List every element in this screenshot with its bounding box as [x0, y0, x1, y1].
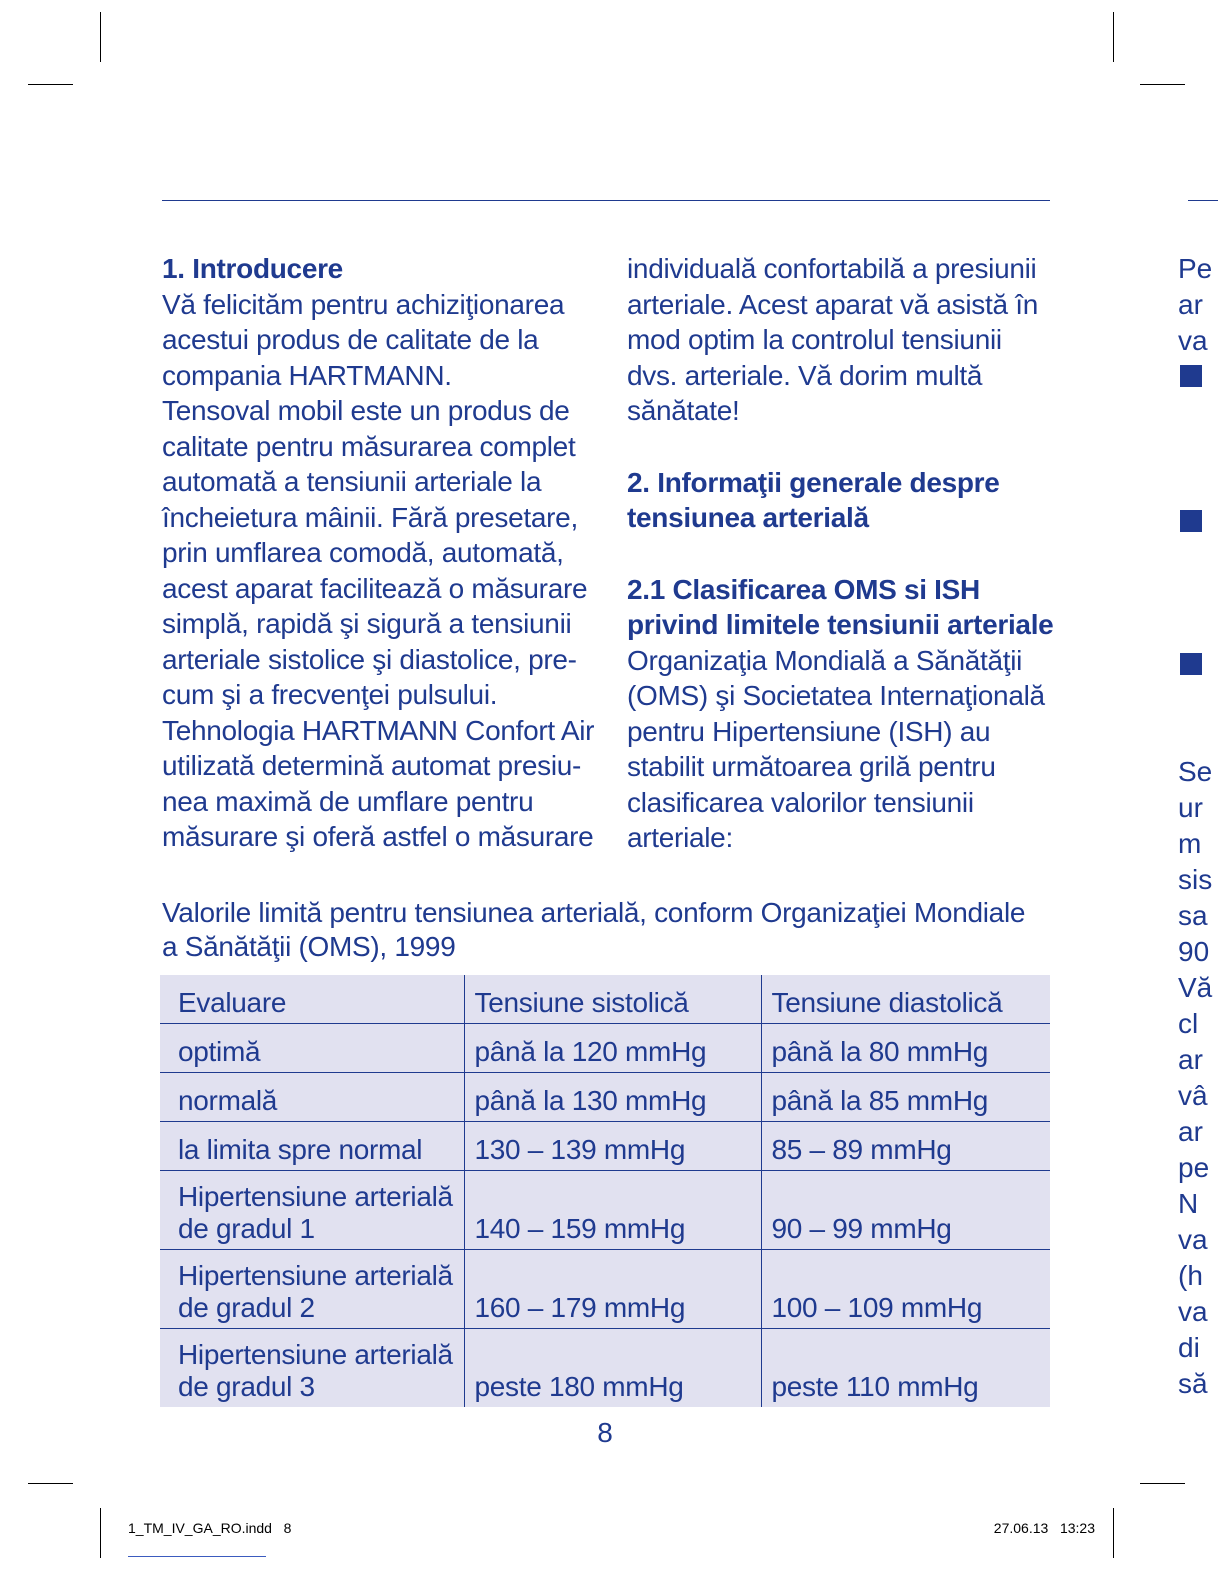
cell-evaluare: la limita spre normal — [160, 1122, 464, 1171]
next-page-fragment: Se — [1178, 756, 1213, 787]
crop-mark — [1113, 12, 1114, 62]
crop-mark — [28, 84, 73, 85]
blood-pressure-table — [160, 975, 1050, 1407]
crop-mark — [1140, 84, 1185, 85]
intro-line: măsurare şi oferă astfel o măsurare — [162, 821, 594, 852]
section21-line: pentru Hipertensiune (ISH) au — [627, 715, 991, 747]
caption-line: Valorile limită pentru tensiunea arterială, conform Organizaţiei Mondiale — [162, 897, 1026, 928]
intro-line: sănătate! — [627, 395, 740, 426]
second-column — [627, 251, 1067, 856]
crop-mark — [1113, 1508, 1114, 1558]
section21-line: stabilit următoarea grilă pentru — [627, 751, 996, 782]
table-row — [160, 1024, 1050, 1073]
next-page-fragment: pe — [1178, 1152, 1210, 1183]
intro-line: mod optim la controlul tensiunii — [627, 324, 1002, 355]
next-page-fragment: m — [1178, 828, 1202, 859]
section21-line: Organizaţia Mondială a Sănătăţii — [627, 644, 1023, 676]
section2-heading: tensiunea arterială — [627, 502, 869, 533]
next-page-fragment: (h — [1178, 1260, 1203, 1291]
intro-line: Tehnologia HARTMANN Confort Air — [162, 714, 595, 746]
slug-underline — [128, 1556, 266, 1557]
section21-line: arteriale: — [627, 822, 733, 853]
table-caption — [162, 896, 1052, 964]
slug-date: 27.06.13 13:23 — [993, 1520, 1095, 1536]
cell-evaluare: Hipertensiune arterială de gradul 3 — [160, 1329, 464, 1408]
next-page-fragment: di — [1178, 1332, 1200, 1363]
intro-line: compania HARTMANN. — [162, 359, 452, 391]
header-rule — [162, 200, 1050, 201]
next-page-fragment: sa — [1178, 900, 1208, 931]
cell-diastolica: 90 – 99 mmHg — [761, 1171, 1050, 1250]
section21-heading: privind limitele tensiunii arteriale — [627, 609, 1054, 640]
next-page-fragment: Vă — [1178, 972, 1213, 1003]
cell-evaluare: optimă — [160, 1024, 464, 1073]
intro-line: încheietura mâinii. Fără presetare, — [162, 501, 578, 533]
table-row — [160, 1250, 1050, 1329]
column-header-sistolica: Tensiune sistolică — [464, 975, 761, 1024]
bullet-square-icon — [1180, 653, 1202, 675]
intro-line: Vă felicităm pentru achiziţionarea — [162, 288, 565, 320]
next-page-fragment: vâ — [1178, 1080, 1208, 1111]
bullet-square-icon — [1180, 510, 1202, 532]
cell-evaluare: Hipertensiune arterială de gradul 2 — [160, 1250, 464, 1329]
next-page-fragment: ar — [1178, 1044, 1203, 1075]
next-page-fragment: N — [1178, 1188, 1199, 1219]
intro-column — [162, 251, 602, 855]
cell-diastolica: până la 85 mmHg — [761, 1073, 1050, 1122]
next-page-rule — [1188, 200, 1218, 201]
cell-diastolica: 100 – 109 mmHg — [761, 1250, 1050, 1329]
next-page-fragment: ur — [1178, 792, 1203, 823]
crop-mark — [100, 12, 101, 62]
cell-evaluare: normală — [160, 1073, 464, 1122]
next-page-fragment: ar — [1178, 1116, 1203, 1147]
cell-sistolica: 160 – 179 mmHg — [464, 1250, 761, 1329]
cell-evaluare: Hipertensiune arterială de gradul 1 — [160, 1171, 464, 1250]
intro-line: Tensoval mobil este un produs de — [162, 395, 570, 426]
table-row — [160, 1329, 1050, 1408]
cell-sistolica: 130 – 139 mmHg — [464, 1122, 761, 1171]
next-page-fragment: sis — [1178, 864, 1213, 895]
next-page-fragment: Pe — [1178, 253, 1213, 284]
cell-diastolica: 85 – 89 mmHg — [761, 1122, 1050, 1171]
intro-line: individuală confortabilă a presiunii — [627, 253, 1037, 284]
table-row — [160, 1171, 1050, 1250]
crop-mark — [100, 1508, 101, 1558]
crop-mark — [28, 1483, 73, 1484]
column-header-evaluare: Evaluare — [178, 987, 287, 1018]
intro-line: utilizată determină automat presiu- — [162, 750, 582, 781]
next-page-fragment: să — [1178, 1368, 1208, 1399]
section21-heading: 2.1 Clasificarea OMS si ISH — [627, 573, 980, 605]
intro-heading: 1. Introducere — [162, 253, 343, 284]
table-row — [160, 1073, 1050, 1122]
cell-sistolica: până la 130 mmHg — [464, 1073, 761, 1122]
intro-line: automată a tensiunii arteriale la — [162, 466, 542, 497]
next-page-fragment: 90 — [1178, 936, 1210, 967]
cell-diastolica: până la 80 mmHg — [761, 1024, 1050, 1073]
intro-line: cum şi a frecvenţei pulsului. — [162, 679, 498, 710]
bullet-square-icon — [1180, 365, 1202, 387]
next-page-fragment: va — [1178, 1224, 1208, 1255]
intro-line: acestui produs de calitate de la — [162, 324, 539, 355]
intro-line: dvs. arteriale. Vă dorim multă — [627, 359, 983, 391]
section21-line: (OMS) şi Societatea Internaţională — [627, 680, 1045, 711]
intro-line: arteriale sistolice şi diastolice, pre- — [162, 643, 577, 675]
cell-diastolica: peste 110 mmHg — [761, 1329, 1050, 1408]
cell-sistolica: până la 120 mmHg — [464, 1024, 761, 1073]
cell-sistolica: 140 – 159 mmHg — [464, 1171, 761, 1250]
table-row — [160, 1122, 1050, 1171]
table-header-row — [160, 975, 1050, 1024]
section21-line: clasificarea valorilor tensiunii — [627, 786, 974, 818]
next-page-fragment: cl — [1178, 1008, 1199, 1039]
intro-line: nea maximă de umflare pentru — [162, 785, 534, 817]
caption-line: a Sănătăţii (OMS), 1999 — [162, 931, 456, 962]
intro-line: acest aparat facilitează o măsurare — [162, 572, 588, 604]
intro-line: simplă, rapidă şi sigură a tensiunii — [162, 608, 572, 639]
slug-filename: 1_TM_IV_GA_RO.indd 8 — [128, 1520, 292, 1536]
section2-heading: 2. Informaţii generale despre — [627, 466, 1000, 498]
crop-mark — [1140, 1483, 1185, 1484]
intro-line: arteriale. Acest aparat vă asistă în — [627, 288, 1038, 320]
intro-line: prin umflarea comodă, automată, — [162, 537, 564, 568]
column-header-diastolica: Tensiune diastolică — [761, 975, 1050, 1024]
page-number: 8 — [597, 1417, 613, 1448]
next-page-fragment: va — [1178, 1296, 1208, 1327]
next-page-fragment: ar — [1178, 289, 1203, 320]
cell-sistolica: peste 180 mmHg — [464, 1329, 761, 1408]
intro-line: calitate pentru măsurarea complet — [162, 430, 576, 462]
next-page-fragment: va — [1178, 325, 1208, 356]
